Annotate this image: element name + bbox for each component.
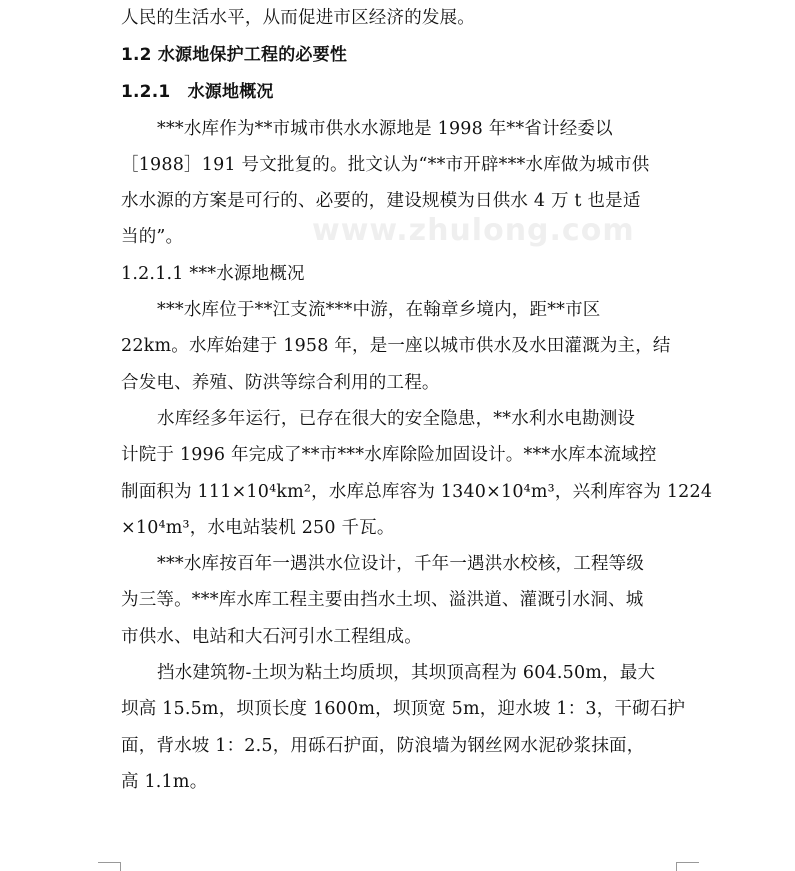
paragraph-line: ***水库位于**江支流***中游，在翰章乡境内，距**市区 (157, 300, 601, 320)
paragraph-line: ［1988］191 号文批复的。批文认为“**市开辟***水库做为城市供 (121, 155, 650, 175)
section-heading: 1.2 水源地保护工程的必要性 (121, 45, 348, 65)
paragraph-line: 挡水建筑物-土坝为粘土均质坝，其坝顶高程为 604.50m，最大 (157, 663, 656, 683)
subsection-heading: 1.2.1 水源地概况 (121, 82, 274, 102)
paragraph-line: 水库经多年运行，已存在很大的安全隐患，**水利水电勘测设 (157, 409, 636, 429)
paragraph-line: 水水源的方案是可行的、必要的，建设规模为日供水 4 万 t 也是适 (121, 191, 641, 211)
text-line: 人民的生活水平，从而促进市区经济的发展。 (121, 8, 475, 28)
paragraph-line: 合发电、养殖、防洪等综合利用的工程。 (121, 373, 440, 393)
watermark: www.zhulong.com (312, 213, 635, 248)
subsubsection-heading: 1.2.1.1 ***水源地概况 (121, 264, 305, 284)
paragraph-line: 计院于 1996 年完成了**市***水库除险加固设计。***水库本流域控 (121, 445, 657, 465)
paragraph-line: ***水库作为**市城市供水水源地是 1998 年**省计经委以 (157, 119, 613, 139)
paragraph-line: 市供水、电站和大石河引水工程组成。 (121, 627, 422, 647)
paragraph-line: 为三等。***库水库工程主要由挡水土坝、溢洪道、灌溉引水洞、城 (121, 590, 644, 610)
paragraph-line: 坝高 15.5m，坝顶长度 1600m，坝顶宽 5m，迎水坡 1：3，干砌石护 (121, 699, 686, 719)
paragraph-line: 22km。水库始建于 1958 年，是一座以城市供水及水田灌溉为主，结 (121, 336, 671, 356)
paragraph-line: 制面积为 111×10⁴km²，水库总库容为 1340×10⁴m³，兴利库容为 1224 (121, 482, 713, 502)
paragraph-line: 当的”。 (121, 227, 184, 247)
paragraph-line: 高 1.1m。 (121, 772, 208, 792)
paragraph-line: ***水库按百年一遇洪水位设计，千年一遇洪水校核，工程等级 (157, 554, 645, 574)
paragraph-line: 面，背水坡 1：2.5，用砾石护面，防浪墙为钢丝网水泥砂浆抹面， (121, 736, 645, 756)
paragraph-line: ×10⁴m³，水电站装机 250 千瓦。 (121, 518, 395, 538)
